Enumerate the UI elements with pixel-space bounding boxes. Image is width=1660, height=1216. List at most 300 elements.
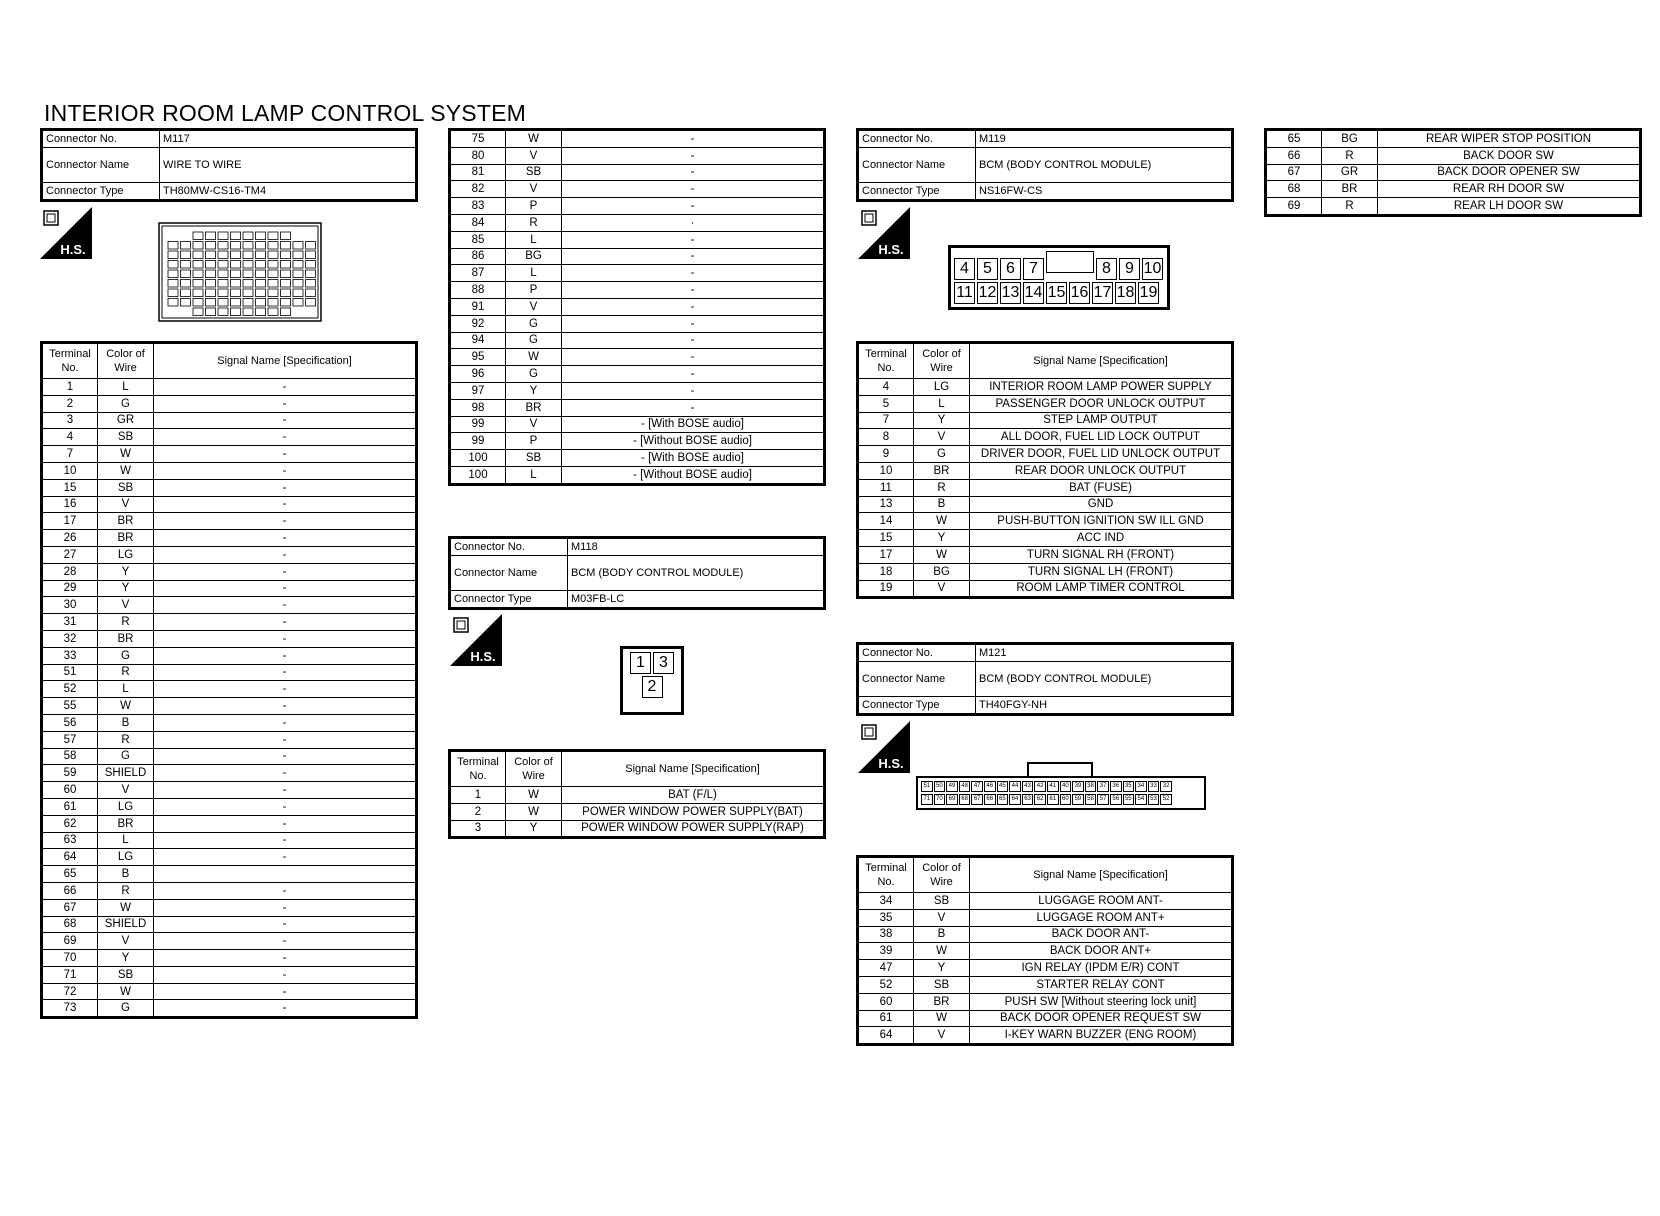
table-row bbox=[858, 530, 1233, 547]
pin: 2 bbox=[642, 676, 663, 698]
svg-text:H.S.: H.S. bbox=[878, 756, 904, 771]
wire-color: G bbox=[98, 748, 154, 765]
cavity bbox=[218, 299, 228, 307]
table-row bbox=[42, 630, 417, 647]
wire-color: BR bbox=[98, 815, 154, 832]
signal-name: - bbox=[562, 382, 825, 399]
cavity bbox=[243, 242, 253, 250]
table-row bbox=[858, 462, 1233, 479]
wire-color: P bbox=[506, 433, 562, 450]
pin: 39 bbox=[1072, 781, 1084, 792]
wire-color: BR bbox=[98, 630, 154, 647]
signal-name: - bbox=[562, 164, 825, 181]
wire-color: V bbox=[914, 429, 970, 446]
table-row bbox=[42, 832, 417, 849]
terminal-no: 31 bbox=[42, 614, 98, 631]
m117-terminal-table-continued bbox=[448, 128, 826, 486]
table-row bbox=[450, 366, 825, 383]
wire-color: L bbox=[914, 395, 970, 412]
table-row bbox=[858, 395, 1233, 412]
wire-color: L bbox=[98, 832, 154, 849]
wire-color: W bbox=[506, 349, 562, 366]
signal-name: - bbox=[154, 950, 417, 967]
table-row bbox=[42, 647, 417, 664]
signal-name: POWER WINDOW POWER SUPPLY(BAT) bbox=[562, 803, 825, 820]
signal-name: - bbox=[154, 832, 417, 849]
wire-color: L bbox=[506, 466, 562, 484]
terminal-no: 86 bbox=[450, 248, 506, 265]
connector-type-label: Connector Type bbox=[858, 696, 976, 714]
connector-name-label: Connector Name bbox=[858, 147, 976, 182]
wire-color: SB bbox=[914, 893, 970, 910]
table-row bbox=[42, 916, 417, 933]
table-row bbox=[450, 433, 825, 450]
signal-name: REAR LH DOOR SW bbox=[1378, 198, 1641, 216]
terminal-no: 81 bbox=[450, 164, 506, 181]
signal-name: - bbox=[154, 597, 417, 614]
terminal-no: 80 bbox=[450, 147, 506, 164]
wire-color: SHIELD bbox=[98, 765, 154, 782]
wire-color: SB bbox=[98, 429, 154, 446]
cavity bbox=[231, 308, 241, 316]
cavity bbox=[218, 270, 228, 278]
terminal-no: 70 bbox=[42, 950, 98, 967]
signal-name: LUGGAGE ROOM ANT- bbox=[970, 893, 1233, 910]
terminal-no: 99 bbox=[450, 433, 506, 450]
signal-name: · bbox=[562, 214, 825, 231]
signal-name: ALL DOOR, FUEL LID LOCK OUTPUT bbox=[970, 429, 1233, 446]
wire-color: V bbox=[506, 147, 562, 164]
signal-name: - [With BOSE audio] bbox=[562, 416, 825, 433]
table-row bbox=[858, 429, 1233, 446]
terminal-no: 100 bbox=[450, 466, 506, 484]
m117-info bbox=[40, 128, 418, 202]
pin: 69 bbox=[946, 794, 958, 805]
terminal-no: 29 bbox=[42, 580, 98, 597]
table-row bbox=[42, 479, 417, 496]
terminal-no: 13 bbox=[858, 496, 914, 513]
wire-color: B bbox=[98, 714, 154, 731]
pin: 42 bbox=[1034, 781, 1046, 792]
m119-connector-face bbox=[948, 245, 1170, 310]
wire-color: BG bbox=[506, 248, 562, 265]
wire-color: W bbox=[98, 899, 154, 916]
signal-name: - bbox=[154, 815, 417, 832]
m117-connector-face bbox=[158, 218, 323, 323]
wire-color: G bbox=[506, 332, 562, 349]
table-row bbox=[42, 412, 417, 429]
cavity bbox=[268, 232, 278, 240]
table-row bbox=[1266, 198, 1641, 216]
cavity bbox=[181, 270, 191, 278]
pin: 1 bbox=[630, 652, 651, 674]
table-row bbox=[450, 282, 825, 299]
pin: 56 bbox=[1110, 794, 1122, 805]
pin: 19 bbox=[1138, 282, 1159, 304]
table-row bbox=[450, 466, 825, 484]
table-row bbox=[450, 450, 825, 467]
table-row bbox=[42, 597, 417, 614]
signal-name: DRIVER DOOR, FUEL LID UNLOCK OUTPUT bbox=[970, 446, 1233, 463]
cavity bbox=[268, 270, 278, 278]
signal-name: TURN SIGNAL LH (FRONT) bbox=[970, 563, 1233, 580]
wire-color: R bbox=[1322, 147, 1378, 164]
signal-name: - [With BOSE audio] bbox=[562, 450, 825, 467]
pin: 10 bbox=[1142, 258, 1163, 280]
connector-no-value: M118 bbox=[568, 538, 825, 556]
terminal-no: 61 bbox=[858, 1010, 914, 1027]
wire-color: SB bbox=[506, 450, 562, 467]
wire-color: V bbox=[506, 416, 562, 433]
terminal-no: 67 bbox=[42, 899, 98, 916]
signal-name: PUSH-BUTTON IGNITION SW ILL GND bbox=[970, 513, 1233, 530]
cavity bbox=[268, 289, 278, 297]
table-row bbox=[858, 926, 1233, 943]
table-row bbox=[42, 698, 417, 715]
cavity bbox=[206, 261, 216, 269]
wire-color: Y bbox=[98, 580, 154, 597]
wire-color: Y bbox=[914, 412, 970, 429]
table-row bbox=[858, 580, 1233, 598]
table-row bbox=[42, 899, 417, 916]
cavity bbox=[281, 242, 291, 250]
page-title: INTERIOR ROOM LAMP CONTROL SYSTEM bbox=[44, 100, 526, 126]
cavity bbox=[256, 308, 266, 316]
wire-color: B bbox=[914, 496, 970, 513]
color-of-wire-header: Color of Wire bbox=[914, 343, 970, 379]
terminal-no: 66 bbox=[1266, 147, 1322, 164]
wire-color: L bbox=[98, 379, 154, 396]
terminal-no: 82 bbox=[450, 181, 506, 198]
cavity bbox=[281, 289, 291, 297]
wire-color: Y bbox=[98, 950, 154, 967]
pin: 57 bbox=[1097, 794, 1109, 805]
table-row bbox=[858, 909, 1233, 926]
wire-color: W bbox=[914, 943, 970, 960]
pin: 7 bbox=[1023, 258, 1044, 280]
terminal-no: 52 bbox=[42, 681, 98, 698]
wire-color: B bbox=[914, 926, 970, 943]
wire-color: BR bbox=[1322, 181, 1378, 198]
signal-name: - bbox=[154, 748, 417, 765]
cavity bbox=[256, 289, 266, 297]
wire-color: GR bbox=[1322, 164, 1378, 181]
signal-name: - bbox=[154, 664, 417, 681]
cavity bbox=[206, 251, 216, 259]
terminal-no: 56 bbox=[42, 714, 98, 731]
terminal-no: 2 bbox=[42, 395, 98, 412]
pin: 41 bbox=[1047, 781, 1059, 792]
wire-color: L bbox=[506, 231, 562, 248]
table-row bbox=[42, 563, 417, 580]
wire-color: LG bbox=[98, 546, 154, 563]
terminal-no: 62 bbox=[42, 815, 98, 832]
table-row bbox=[858, 546, 1233, 563]
cavity bbox=[256, 261, 266, 269]
wire-color: SB bbox=[914, 976, 970, 993]
terminal-no: 63 bbox=[42, 832, 98, 849]
terminal-no: 95 bbox=[450, 349, 506, 366]
cavity bbox=[231, 261, 241, 269]
signal-name: - bbox=[562, 282, 825, 299]
cavity bbox=[268, 308, 278, 316]
cavity bbox=[243, 308, 253, 316]
wire-color: V bbox=[98, 496, 154, 513]
connector-type-label: Connector Type bbox=[42, 182, 160, 200]
cavity bbox=[181, 251, 191, 259]
cavity bbox=[181, 299, 191, 307]
cavity bbox=[168, 289, 178, 297]
wire-color: SB bbox=[98, 479, 154, 496]
table-row bbox=[42, 714, 417, 731]
svg-text:H.S.: H.S. bbox=[878, 242, 904, 257]
cavity bbox=[168, 261, 178, 269]
terminal-no: 100 bbox=[450, 450, 506, 467]
cavity bbox=[268, 299, 278, 307]
signal-name: REAR DOOR UNLOCK OUTPUT bbox=[970, 462, 1233, 479]
cavity bbox=[168, 299, 178, 307]
connector-no-label: Connector No. bbox=[42, 130, 160, 148]
signal-name: - bbox=[562, 349, 825, 366]
terminal-no: 1 bbox=[42, 379, 98, 396]
signal-name: - bbox=[562, 366, 825, 383]
table-row bbox=[42, 580, 417, 597]
cavity bbox=[243, 232, 253, 240]
terminal-no: 64 bbox=[42, 849, 98, 866]
pin: 38 bbox=[1085, 781, 1097, 792]
terminal-no: 17 bbox=[42, 513, 98, 530]
table-row bbox=[858, 1010, 1233, 1027]
cavity bbox=[168, 280, 178, 288]
cavity bbox=[281, 261, 291, 269]
signal-name: PASSENGER DOOR UNLOCK OUTPUT bbox=[970, 395, 1233, 412]
cavity bbox=[206, 280, 216, 288]
terminal-no: 18 bbox=[858, 563, 914, 580]
wire-color: Y bbox=[914, 530, 970, 547]
wire-color: W bbox=[506, 130, 562, 148]
signal-name: - bbox=[154, 462, 417, 479]
table-row bbox=[42, 379, 417, 396]
pin: 35 bbox=[1123, 781, 1135, 792]
table-row bbox=[42, 496, 417, 513]
cavity bbox=[243, 270, 253, 278]
cavity bbox=[281, 232, 291, 240]
terminal-no: 2 bbox=[450, 803, 506, 820]
signal-name: - bbox=[562, 248, 825, 265]
cavity bbox=[268, 242, 278, 250]
table-row bbox=[858, 412, 1233, 429]
terminal-no: 57 bbox=[42, 731, 98, 748]
signal-name: - bbox=[154, 614, 417, 631]
wire-color: W bbox=[506, 787, 562, 804]
terminal-no: 60 bbox=[42, 782, 98, 799]
table-row bbox=[450, 787, 825, 804]
cavity bbox=[243, 251, 253, 259]
pin: 48 bbox=[959, 781, 971, 792]
signal-name: - bbox=[562, 130, 825, 148]
terminal-no: 34 bbox=[858, 893, 914, 910]
m121-connector-face bbox=[916, 776, 1206, 810]
connector-no-value: M119 bbox=[976, 130, 1233, 148]
terminal-no: 1 bbox=[450, 787, 506, 804]
signal-name: - bbox=[154, 446, 417, 463]
wire-color: G bbox=[98, 395, 154, 412]
signal-name: - bbox=[154, 765, 417, 782]
signal-name: GND bbox=[970, 496, 1233, 513]
signal-name: - bbox=[154, 731, 417, 748]
cavity bbox=[268, 280, 278, 288]
terminal-no: 3 bbox=[42, 412, 98, 429]
pin: 60 bbox=[1060, 794, 1072, 805]
wire-color: L bbox=[506, 265, 562, 282]
harness-side-icon bbox=[40, 207, 92, 259]
table-row bbox=[42, 1000, 417, 1018]
pin: 68 bbox=[959, 794, 971, 805]
wire-color: GR bbox=[98, 412, 154, 429]
terminal-no: 87 bbox=[450, 265, 506, 282]
table-row bbox=[42, 933, 417, 950]
pin: 62 bbox=[1034, 794, 1046, 805]
wire-color: BR bbox=[98, 513, 154, 530]
wire-color: G bbox=[914, 446, 970, 463]
signal-name: - [Without BOSE audio] bbox=[562, 433, 825, 450]
pin: 51 bbox=[921, 781, 933, 792]
wire-color: R bbox=[914, 479, 970, 496]
table-row bbox=[42, 462, 417, 479]
cavity bbox=[243, 280, 253, 288]
cavity bbox=[256, 251, 266, 259]
cavity bbox=[193, 251, 203, 259]
signal-name: BAT (FUSE) bbox=[970, 479, 1233, 496]
connector-type-value: NS16FW-CS bbox=[976, 182, 1233, 200]
connector-name-label: Connector Name bbox=[42, 147, 160, 182]
wire-color: R bbox=[506, 214, 562, 231]
terminal-no: 55 bbox=[42, 698, 98, 715]
cavity bbox=[218, 251, 228, 259]
pin: 18 bbox=[1115, 282, 1136, 304]
cavity bbox=[218, 232, 228, 240]
table-row bbox=[42, 546, 417, 563]
cavity bbox=[193, 308, 203, 316]
terminal-no: 71 bbox=[42, 966, 98, 983]
signal-name: - bbox=[154, 412, 417, 429]
signal-name: BACK DOOR OPENER REQUEST SW bbox=[970, 1010, 1233, 1027]
signal-name: - bbox=[154, 563, 417, 580]
wire-color: SB bbox=[98, 966, 154, 983]
signal-name: BACK DOOR ANT+ bbox=[970, 943, 1233, 960]
wire-color: BG bbox=[1322, 130, 1378, 148]
pin: 4 bbox=[954, 258, 975, 280]
cavity bbox=[293, 251, 303, 259]
wire-color: G bbox=[98, 1000, 154, 1018]
signal-name: - bbox=[562, 399, 825, 416]
pin: 9 bbox=[1119, 258, 1140, 280]
harness-side-icon bbox=[450, 614, 502, 666]
wire-color: BR bbox=[98, 530, 154, 547]
wire-color: B bbox=[98, 866, 154, 883]
terminal-no: 16 bbox=[42, 496, 98, 513]
wire-color: V bbox=[914, 909, 970, 926]
wire-color: V bbox=[914, 580, 970, 598]
table-row bbox=[450, 181, 825, 198]
wire-color: SB bbox=[506, 164, 562, 181]
signal-name: REAR WIPER STOP POSITION bbox=[1378, 130, 1641, 148]
terminal-no: 28 bbox=[42, 563, 98, 580]
signal-name: STARTER RELAY CONT bbox=[970, 976, 1233, 993]
cavity bbox=[243, 299, 253, 307]
pin: 6 bbox=[1000, 258, 1021, 280]
pin: 61 bbox=[1047, 794, 1059, 805]
wire-color: V bbox=[98, 782, 154, 799]
cavity bbox=[306, 270, 316, 278]
signal-name: ROOM LAMP TIMER CONTROL bbox=[970, 580, 1233, 598]
cavity bbox=[306, 289, 316, 297]
m118-info bbox=[448, 536, 826, 610]
terminal-no: 5 bbox=[858, 395, 914, 412]
cavity bbox=[281, 251, 291, 259]
wire-color: Y bbox=[98, 563, 154, 580]
signal-name-header: Signal Name [Specification] bbox=[970, 343, 1233, 379]
table-row bbox=[858, 496, 1233, 513]
pin: 67 bbox=[971, 794, 983, 805]
terminal-no: 85 bbox=[450, 231, 506, 248]
pin: 13 bbox=[1000, 282, 1021, 304]
cavity bbox=[293, 242, 303, 250]
signal-name: - bbox=[154, 630, 417, 647]
pin: 52 bbox=[1160, 794, 1172, 805]
terminal-no: 11 bbox=[858, 479, 914, 496]
pin: 43 bbox=[1022, 781, 1034, 792]
signal-name-header: Signal Name [Specification] bbox=[970, 857, 1233, 893]
cavity bbox=[206, 270, 216, 278]
wire-color: SHIELD bbox=[98, 916, 154, 933]
cavity bbox=[293, 261, 303, 269]
cavity bbox=[168, 242, 178, 250]
table-row bbox=[42, 815, 417, 832]
signal-name: - bbox=[154, 798, 417, 815]
cavity bbox=[231, 270, 241, 278]
terminal-no: 38 bbox=[858, 926, 914, 943]
table-row bbox=[42, 731, 417, 748]
table-row bbox=[858, 943, 1233, 960]
color-of-wire-header: Color of Wire bbox=[506, 751, 562, 787]
terminal-no: 14 bbox=[858, 513, 914, 530]
terminal-no: 10 bbox=[858, 462, 914, 479]
signal-name: - bbox=[154, 513, 417, 530]
terminal-no: 10 bbox=[42, 462, 98, 479]
signal-name: - bbox=[154, 849, 417, 866]
table-row bbox=[42, 798, 417, 815]
table-row bbox=[450, 198, 825, 215]
signal-name: - bbox=[154, 966, 417, 983]
terminal-no: 92 bbox=[450, 315, 506, 332]
signal-name: - bbox=[562, 332, 825, 349]
signal-name: BACK DOOR OPENER SW bbox=[1378, 164, 1641, 181]
terminal-no: 8 bbox=[858, 429, 914, 446]
cavity bbox=[268, 261, 278, 269]
wire-color: W bbox=[98, 462, 154, 479]
wire-color: BR bbox=[914, 462, 970, 479]
signal-name: - bbox=[154, 647, 417, 664]
wire-color: V bbox=[98, 933, 154, 950]
signal-name: - bbox=[562, 198, 825, 215]
terminal-no: 73 bbox=[42, 1000, 98, 1018]
cavity bbox=[293, 289, 303, 297]
terminal-no: 99 bbox=[450, 416, 506, 433]
pin: 47 bbox=[971, 781, 983, 792]
terminal-no: 9 bbox=[858, 446, 914, 463]
table-row bbox=[42, 664, 417, 681]
